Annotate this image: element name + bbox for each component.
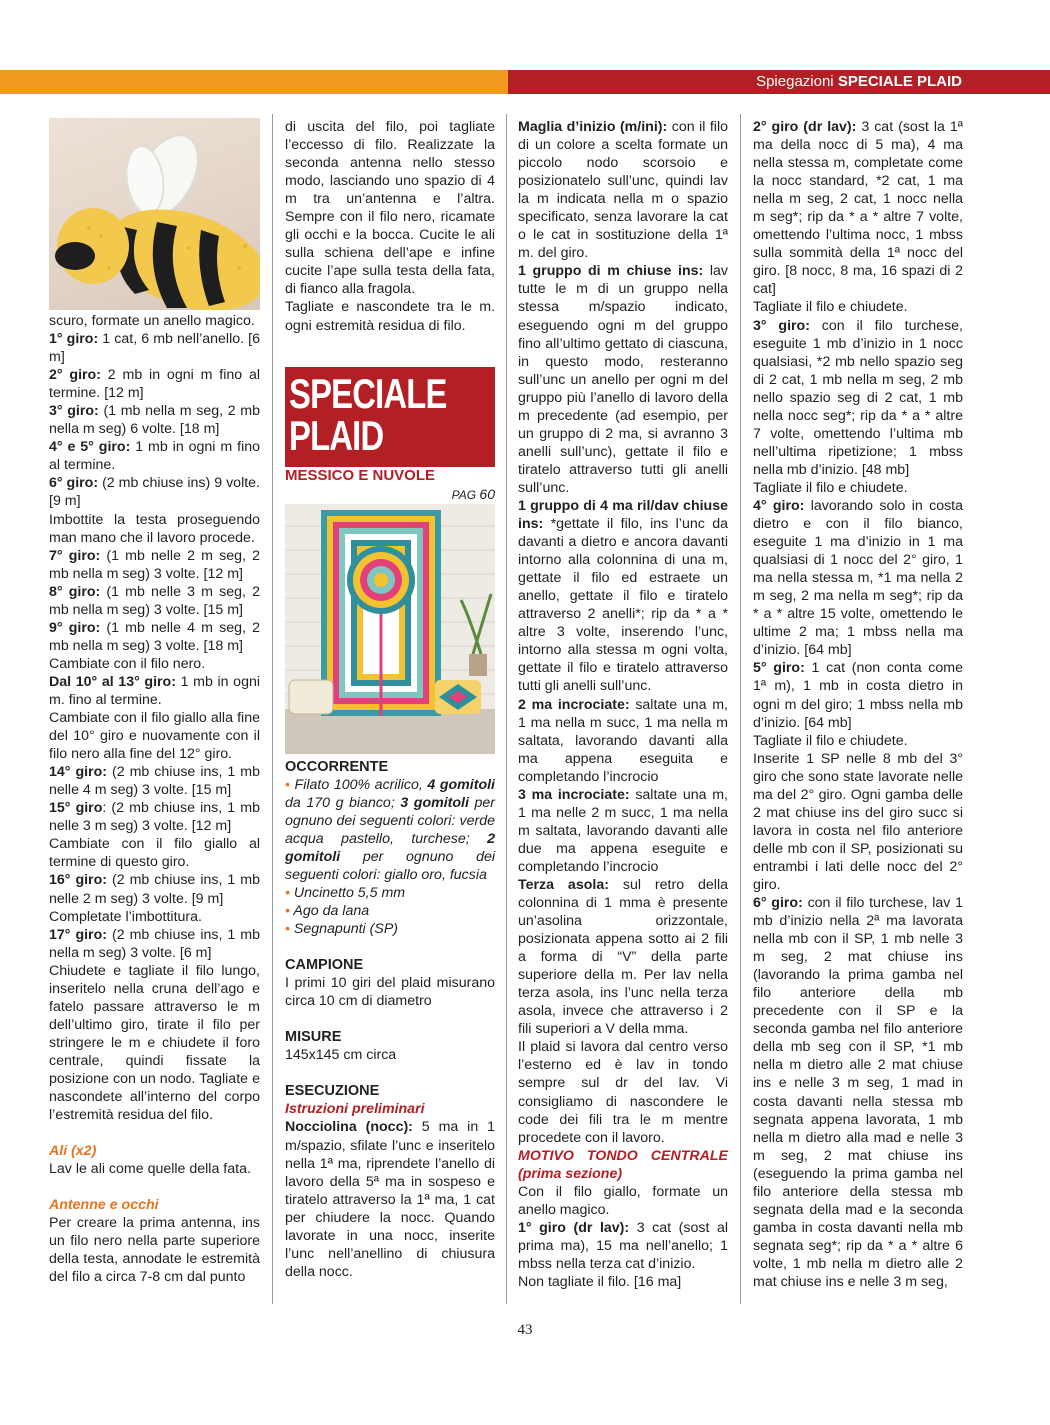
- term-definition: [518, 262, 728, 497]
- pag-number: 60: [479, 485, 495, 502]
- round-instruction: [49, 330, 260, 366]
- pattern-title: MESSICO E NUVOLE: [285, 466, 436, 484]
- round-instruction: [753, 659, 963, 731]
- text-paragraph: Lav le ali come quelle della fata.: [49, 1161, 251, 1178]
- round-label: 2° giro (dr lav):: [753, 119, 857, 135]
- material-item: [285, 920, 495, 938]
- term-label: 1 gruppo di 4 ma ril/dav chiuse ins:: [518, 497, 728, 533]
- text-paragraph: 145x145 cm circa: [285, 1047, 397, 1064]
- material-item: [285, 902, 495, 920]
- round-label: 17° giro:: [49, 926, 107, 943]
- term-definition: [518, 786, 728, 876]
- box-line-1: SPECIALE: [289, 369, 447, 417]
- material-qty: 3 gomitoli: [400, 794, 469, 811]
- material-text: Uncinetto 5,5 mm: [289, 884, 406, 901]
- term-label: Nocciolina (nocc):: [285, 1119, 413, 1136]
- round-instruction: [753, 317, 963, 479]
- istruzioni-subheading: Istruzioni preliminari: [285, 1101, 425, 1118]
- text-paragraph: I primi 10 giri del plaid misurano circa 10 cm di diametro: [285, 975, 495, 1010]
- speciale-plaid-box: [285, 367, 495, 467]
- term-label: Terza asola:: [518, 876, 609, 893]
- text-paragraph: Inserite 1 SP nelle 8 mb del 3° giro che sono state lavorate nelle ma del 2° giro. Ogni gamba delle 2 mat chiuse ins del giro succ si lavora in costa nel filo anteriore delle mb con il SP, posizionati su entrambi i lati delle nocc del 2° giro.: [753, 750, 963, 893]
- round-label: 1° giro:: [49, 331, 99, 348]
- term-label: 1 gruppo di m chiuse ins:: [518, 263, 704, 280]
- column-3: [518, 118, 728, 1291]
- round-instruction: [753, 497, 963, 659]
- material-text: Filato 100% acrilico,: [289, 776, 428, 793]
- round-text: con il filo turchese, eseguite 1 mb d’inizio in 1 nocc qualsiasi, *2 mb nello spazio seg di 2 cat, 1 mb nella m seg, 2 mb nello spazio seg di 2 cat, 1 mb nella nocc seg*; rip da * a * altre 7 volte, omettendo l’ultima mb nell’ultima ripetizione; 1 mbss nella mb d’inizio. [48 mb]: [753, 317, 963, 478]
- term-text: *gettate il filo, ins l’unc da davanti a dietro e ancora davanti intorno alla colonnina di una m, gettate il filo ed estraete un anello, gettate il filo e tiratelo attraverso 2 anelli*; rip da * a * altre 3 volte, inserendo l’unc, intorno alla stessa m ogni volta, gettate il filo e tiratelo attraverso tutti gli anelli sull’unc.: [518, 516, 728, 695]
- subheading-antenne: Antenne e occhi: [49, 1197, 159, 1214]
- text-paragraph: scuro, formate un anello magico.: [49, 313, 255, 329]
- column-rule: [272, 114, 273, 1304]
- round-instruction: [49, 673, 260, 709]
- text-paragraph: Imbottite la testa proseguendo man mano che il lavoro procede.: [49, 511, 260, 546]
- column-rule: [740, 114, 741, 1304]
- round-instruction: [49, 619, 260, 655]
- round-instruction: [49, 474, 260, 510]
- term-definition: [518, 696, 728, 786]
- term-definition: [518, 118, 728, 262]
- text-paragraph: Il plaid si lavora dal centro verso l’esterno ed è lav in tondo sempre sul dr del lav. Vi consigliamo di nascondere le code dei fili tra le m mentre procedete con il lavoro.: [518, 1039, 728, 1146]
- round-text: (1 mb nelle 2 m seg, 2 mb nella m seg) 3 volte. [12 m]: [49, 547, 260, 582]
- round-label: 1° giro (dr lav):: [518, 1219, 630, 1236]
- bullet-icon: •: [285, 921, 290, 938]
- bee-photo: [49, 118, 260, 310]
- header-bar: [0, 70, 1050, 94]
- term-definition: [518, 497, 728, 696]
- round-label: 9° giro:: [49, 619, 101, 636]
- header-orange-band: [0, 70, 508, 94]
- round-text: (2 mb chiuse ins, 1 mb nelle 2 m seg) 3 volte. [9 m]: [49, 872, 260, 907]
- box-line-2: PLAID: [289, 411, 384, 459]
- round-instruction: [49, 583, 260, 619]
- round-label: 3° giro:: [753, 317, 810, 334]
- term-definition: [518, 876, 728, 1038]
- round-instruction: [49, 871, 260, 907]
- term-definition: [285, 1118, 495, 1280]
- round-text: lavorando solo in costa dietro e con il filo bianco, eseguite 1 ma d’inizio in 1 ma qualsiasi di 1 nocc del 2° giro, 1 ma nella stessa m, *1 ma nella 2 m seg, 2 ma nella m seg*; rip da * a * altre 15 volte, omettendo le ultime 2 ma; 1 mbss nella ma d’inizio. [64 mb]: [753, 497, 964, 659]
- page-number: 43: [517, 1322, 533, 1338]
- pag-label: PAG: [451, 487, 477, 502]
- material-text: Segnapunti (SP): [289, 921, 399, 938]
- text-paragraph: Non tagliate il filo. [16 ma]: [518, 1274, 682, 1290]
- round-label: 15° giro: [49, 800, 103, 817]
- material-item: [285, 884, 495, 902]
- column-4: [753, 118, 963, 1291]
- material-text: per ognuno dei seguenti colori: verde acqua pastello, turchese;: [285, 794, 496, 847]
- misure-heading: MISURE: [285, 1029, 342, 1046]
- round-label: 3° giro:: [49, 403, 99, 420]
- bullet-icon: •: [285, 776, 290, 793]
- round-label: Dal 10° al 13° giro:: [49, 673, 176, 690]
- round-text: 3 cat (sost al prima ma), 15 ma nell’anello; 1 mbss nella terza cat d’inizio.: [518, 1219, 728, 1272]
- material-item: [285, 776, 495, 884]
- round-text: 1 cat, 6 mb nell’anello. [6 m]: [49, 331, 260, 366]
- round-text: : (2 mb chiuse ins, 1 mb nelle 3 m seg) 3 volte. [12 m]: [49, 800, 260, 835]
- material-text: da 170 g bianco;: [285, 794, 401, 811]
- round-text: 2 mb in ogni m fino al termine. [12 m]: [49, 367, 261, 402]
- text-paragraph: di uscita del filo, poi tagliate l’eccesso di filo. Realizzate la seconda antenna nello stesso modo, lasciando uno spazio di 4 m tra un’antenna e l’altra. Sempre con il filo nero, ricamate gli occhi e la bocca. Cucite le ali sulla schiena dell’ape e infine cucite l’ape sulla testa della fata, di fianco alla fragola.: [285, 119, 495, 298]
- material-qty: 2 gomitoli: [285, 830, 495, 865]
- term-label: 2 ma incrociate:: [518, 696, 630, 713]
- round-instruction: [49, 926, 260, 962]
- text-paragraph: Con il filo giallo, formate un anello magico.: [518, 1183, 728, 1218]
- plaid-blanket-illustration: [285, 504, 495, 754]
- round-text: 1 cat (non conta come 1ª m), 1 mb in costa dietro in ogni m del giro; 1 mbss nella mb d’inizio. [64 mb]: [753, 660, 964, 731]
- round-label: 7° giro:: [49, 547, 101, 564]
- text-paragraph: Tagliate il filo e chiudete.: [753, 479, 908, 496]
- text-paragraph: Per creare la prima antenna, ins un filo nero nella parte superiore della testa, annodate le estremità del filo a circa 7-8 cm dal punto: [49, 1215, 260, 1286]
- round-label: 4° giro:: [753, 497, 805, 514]
- round-text: 3 cat (sost la 1ª ma della nocc di 5 ma), 4 ma nella stessa m, completate come la nocc standard, *2 cat, 1 ma nella m seg, 2 cat, 1 nocc nella m seg*; rip da * a * altre 7 volte, omettendo l’ultima nocc, 1 mbss sulla sommità della 1ª nocc del giro. [8 nocc, 8 ma, 16 spazi di 2 cat]: [753, 119, 963, 298]
- section-label: [756, 72, 962, 92]
- material-text: Ago da lana: [289, 903, 370, 920]
- round-instruction: [49, 438, 260, 474]
- campione-heading: CAMPIONE: [285, 957, 364, 974]
- page-reference: [285, 485, 495, 504]
- round-label: 4° e 5° giro:: [49, 439, 131, 456]
- column-1: [49, 118, 260, 1286]
- column-2: [285, 118, 495, 1281]
- term-text: saltate una m, 1 ma nelle 2 m succ, 1 ma nella m saltata, lavorando davanti alle due ma appena eseguite e completando l’incrocio: [518, 786, 728, 875]
- section-name: Spiegazioni: [756, 73, 834, 90]
- term-text: 5 ma in 1 m/spazio, sfilate l’unc e inseritelo nella 1ª ma, riprendete l’anello di lavoro della 5ª ma in sospeso e tiratelo attraverso la 1ª ma, 1 cat per chiudere la nocc. Quando lavorate in una nocc, inserite l’unc nell’anellino di chiusura della nocc.: [285, 1119, 495, 1280]
- round-label: 6° giro:: [753, 895, 803, 912]
- round-instruction: [49, 366, 260, 402]
- material-qty: 4 gomitoli: [427, 776, 495, 793]
- round-text: (1 mb nella m seg, 2 mb nella m seg) 6 volte. [18 m]: [49, 403, 261, 438]
- subheading-ali: Ali (x2): [49, 1143, 97, 1160]
- text-paragraph: Cambiate con il filo giallo alla fine del 10° giro e nuovamente con il filo nero alla fine del 12° giro.: [49, 710, 260, 763]
- term-text: sul retro della colonnina di 1 mma è presente un’asolina orizzontale, posizionata appena sotto ai 2 fili a forma di “V” della parte superiore della m. Per lav nella terza asola, ins l’unc nella terza asola, invece che attraverso i 2 fili superiori a V della mma.: [518, 876, 728, 1038]
- term-text: saltate una m, 1 ma nella m succ, 1 ma nella m saltata, lavorando davanti alla ma appena eseguita e completando l’incrocio: [518, 696, 728, 785]
- column-rule: [506, 114, 507, 1304]
- round-label: 6° giro:: [49, 475, 99, 492]
- text-paragraph: Tagliate il filo e chiudete.: [753, 732, 908, 749]
- round-label: 5° giro:: [753, 660, 805, 677]
- round-instruction: [753, 894, 963, 1291]
- round-instruction: [49, 547, 260, 583]
- text-paragraph: Chiudete e tagliate il filo lungo, inseritelo nella cruna dell’ago e fatelo passare attraverso le m dell’ultimo giro, tirate il filo per stringere le m e chiudete il foro centrale, quindi fissate la posizione con un nodo. Tagliate e nascondete all’interno del corpo l’estremità residua del filo.: [49, 962, 260, 1124]
- material-text: per ognuno dei seguenti colori: giallo oro, fucsia: [285, 848, 495, 883]
- round-instruction: [49, 799, 260, 835]
- plaid-photo: [285, 504, 495, 754]
- round-text: (2 mb chiuse ins, 1 mb nelle 4 m seg) 3 volte. [15 m]: [49, 764, 260, 799]
- text-paragraph: Tagliate e nascondete tra le m. ogni estremità residua di filo.: [285, 299, 495, 334]
- section-title: SPECIALE PLAID: [837, 73, 962, 90]
- round-text: (1 mb nelle 4 m seg, 2 mb nella m seg) 3 volte. [18 m]: [49, 619, 260, 654]
- round-label: 16° giro:: [49, 872, 107, 889]
- round-instruction: [518, 1219, 728, 1273]
- round-text: (2 mb chiuse ins, 1 mb nella m seg) 3 volte. [6 m]: [49, 926, 260, 961]
- term-text: con il filo di un colore a scelta formate un piccolo nodo scorsoio e posizionatelo sull’unc, quindi lav la m indicata nella m o spazio specificato, senza lavorare la cat o le cat in sostituzione della 1ª m. del giro.: [518, 119, 728, 262]
- text-paragraph: Cambiate con il filo giallo al termine di questo giro.: [49, 836, 260, 871]
- term-label: 3 ma incrociate:: [518, 786, 630, 803]
- round-label: 8° giro:: [49, 583, 101, 600]
- occorrente-heading: OCCORRENTE: [285, 758, 389, 775]
- round-instruction: [49, 763, 260, 799]
- text-paragraph: Cambiate con il filo nero.: [49, 655, 206, 672]
- round-instruction: [49, 402, 260, 438]
- round-label: 14° giro:: [49, 764, 107, 781]
- bullet-icon: •: [285, 884, 290, 901]
- motivo-subheading: MOTIVO TONDO CENTRALE (prima sezione): [518, 1147, 728, 1182]
- round-text: con il filo turchese, lav 1 mb d’inizio nella 2ª ma lavorata nella mb con il SP, 1 mb nelle 3 m seg, 2 mat chiuse ins (lavorando la prima gamba nel filo anteriore della mb precedente con il SP e la seconda gamba nel filo anteriore della mb seg con il SP, *1 mb nella m dietro alle 2 mat chiuse ins e nelle 3 m seg, 1 mad in costa davanti nella stessa mb segnata appena lavorata, 1 mb nella m dietro alla mad e nelle 3 m seg, 2 mat chiuse ins (eseguendo la prima gamba nel filo anteriore della stessa mb segnata della mad e la seconda gamba in costa davanti nella mb segnata seg*; rip da * a * altre 6 volte, 1 mb nella m dietro alle 2 mat chiuse ins e nelle 3 m seg,: [753, 895, 963, 1290]
- bullet-icon: •: [285, 903, 290, 920]
- term-label: Maglia d’inizio (m/ini):: [518, 119, 668, 135]
- round-text: (2 mb chiuse ins) 9 volte. [9 m]: [49, 475, 260, 510]
- text-paragraph: Completate l’imbottitura.: [49, 908, 202, 925]
- crochet-bee-illustration: [49, 118, 260, 310]
- round-label: 2° giro:: [49, 367, 101, 384]
- round-text: 1 mb in ogni m. fino al termine.: [49, 673, 260, 708]
- term-text: lav tutte le m di un gruppo nella stessa m/spazio indicato, eseguendo ogni m del gruppo fino all’ultimo gettato di ciascuna, in questo modo, resteranno sull’unc un anello per ogni m del gruppo più l’anello di lavoro della m precedente (ad esempio, per un gruppo di 2 ma, si avranno 3 anelli sull’unc), gettate il filo e tiratelo attraverso tutti gli anelli sull’unc.: [518, 263, 729, 496]
- esecuzione-heading: ESECUZIONE: [285, 1083, 380, 1100]
- round-text: 1 mb in ogni m fino al termine.: [49, 439, 260, 474]
- round-text: (1 mb nelle 3 m seg, 2 mb nella m seg) 3 volte. [15 m]: [49, 583, 260, 618]
- text-paragraph: Tagliate il filo e chiudete.: [753, 299, 908, 316]
- round-instruction: [753, 118, 963, 298]
